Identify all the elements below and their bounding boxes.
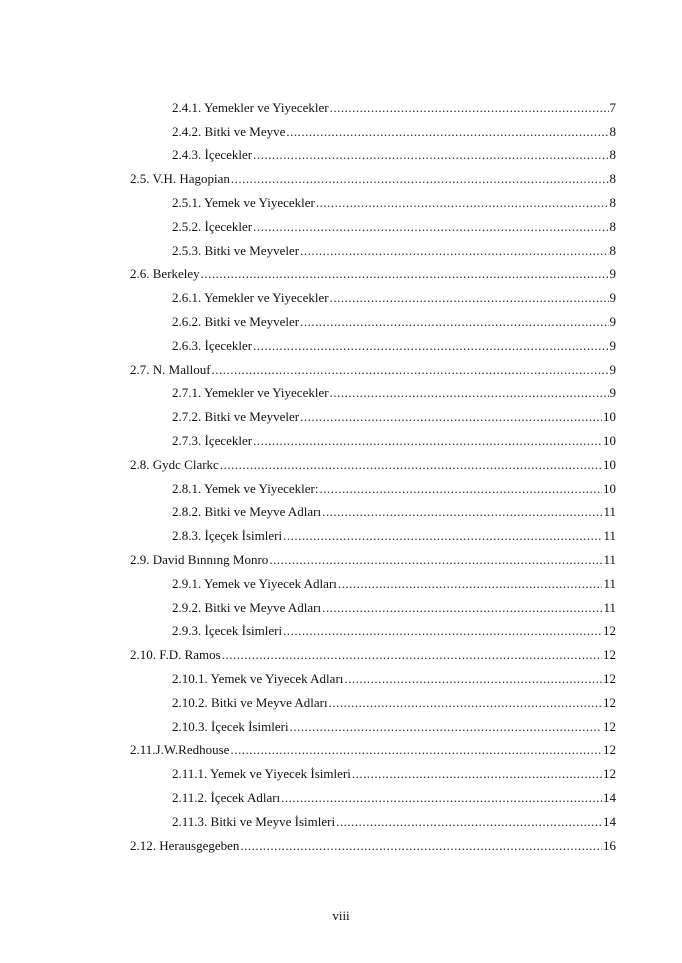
toc-leader-dots <box>230 742 602 757</box>
toc-subsection-entry <box>0 808 682 832</box>
toc-leader-dots <box>253 219 608 234</box>
toc-leader-dots <box>322 600 602 615</box>
toc-leader-dots <box>330 385 609 400</box>
toc-entry-title: 2.11.2. İçecek Adları <box>172 789 281 805</box>
toc-entry-title: 2.6.3. İçecekler <box>172 337 253 353</box>
toc-section-entry <box>0 737 682 761</box>
toc-leader-dots <box>269 552 602 567</box>
toc-section-entry <box>0 356 682 380</box>
toc-entry-page-number: 9 <box>609 313 616 329</box>
toc-leader-dots <box>300 314 608 329</box>
toc-entry-page-number: 8 <box>609 194 616 210</box>
toc-entry-page-number: 16 <box>603 837 616 853</box>
toc-leader-dots <box>319 481 602 496</box>
toc-entry-page-number: 10 <box>603 432 616 448</box>
toc-entry-title: 2.9. David Bınnıng Monro <box>130 551 269 567</box>
toc-subsection-entry <box>0 689 682 713</box>
page-number-footer: viii <box>332 908 350 923</box>
toc-leader-dots <box>253 147 608 162</box>
toc-entry-page-number: 14 <box>603 813 616 829</box>
toc-entry-page-number: 9 <box>609 337 616 353</box>
toc-entry-page-number: 8 <box>609 123 616 139</box>
toc-subsection-entry <box>0 237 682 261</box>
toc-entry-title: 2.4.2. Bitki ve Meyve <box>172 123 286 139</box>
toc-entry-page-number: 11 <box>603 504 616 520</box>
toc-entry-page-number: 11 <box>603 575 616 591</box>
toc-section-entry <box>0 451 682 475</box>
toc-entry-page-number: 12 <box>603 718 616 734</box>
toc-entry-title: 2.12. Herausgegeben <box>130 837 240 853</box>
toc-entry-page-number: 8 <box>609 218 616 234</box>
toc-entry-page-number: 9 <box>609 385 616 401</box>
toc-entry-title: 2.7.1. Yemekler ve Yiyecekler <box>172 385 329 401</box>
toc-subsection-entry <box>0 213 682 237</box>
toc-subsection-entry <box>0 499 682 523</box>
toc-subsection-entry <box>0 784 682 808</box>
toc-entry-title: 2.8. Gydc Clarkc <box>130 456 219 472</box>
toc-entry-title: 2.5. V.H. Hagopian <box>130 171 230 187</box>
toc-leader-dots <box>330 290 609 305</box>
toc-section-entry <box>0 165 682 189</box>
toc-leader-dots <box>344 671 602 686</box>
toc-entry-title: 2.10. F.D. Ramos <box>130 647 221 663</box>
toc-entry-title: 2.6.2. Bitki ve Meyveler <box>172 313 300 329</box>
toc-leader-dots <box>283 528 602 543</box>
toc-subsection-entry <box>0 713 682 737</box>
toc-subsection-entry <box>0 618 682 642</box>
toc-entry-page-number: 9 <box>609 361 616 377</box>
toc-entry-title: 2.10.3. İçecek İsimleri <box>172 718 289 734</box>
toc-leader-dots <box>201 266 609 281</box>
toc-entry-title: 2.4.1. Yemekler ve Yiyecekler <box>172 99 329 115</box>
toc-subsection-entry <box>0 594 682 618</box>
toc-leader-dots <box>283 623 602 638</box>
toc-leader-dots <box>290 719 602 734</box>
toc-entry-title: 2.5.1. Yemek ve Yiyecekler <box>172 194 315 210</box>
toc-entry-page-number: 10 <box>603 480 616 496</box>
toc-entry-title: 2.4.3. İçecekler <box>172 147 253 163</box>
toc-subsection-entry <box>0 142 682 166</box>
toc-entry-title: 2.6.1. Yemekler ve Yiyecekler <box>172 290 329 306</box>
toc-leader-dots <box>231 171 609 186</box>
toc-subsection-entry <box>0 475 682 499</box>
toc-entry-title: 2.5.2. İçecekler <box>172 218 253 234</box>
toc-entry-title: 2.7. N. Mallouf <box>130 361 211 377</box>
toc-leader-dots <box>281 790 602 805</box>
toc-section-entry <box>0 546 682 570</box>
toc-entry-title: 2.10.1. Yemek ve Yiyecek Adları <box>172 670 344 686</box>
toc-leader-dots <box>336 814 602 829</box>
toc-leader-dots <box>286 124 608 139</box>
toc-leader-dots <box>322 504 602 519</box>
toc-entry-title: 2.7.2. Bitki ve Meyveler <box>172 409 300 425</box>
toc-leader-dots <box>338 576 603 591</box>
toc-subsection-entry <box>0 94 682 118</box>
toc-subsection-entry <box>0 522 682 546</box>
toc-section-entry <box>0 641 682 665</box>
toc-entry-title: 2.5.3. Bitki ve Meyveler <box>172 242 300 258</box>
toc-entry-title: 2.9.1. Yemek ve Yiyecek Adları <box>172 575 337 591</box>
toc-subsection-entry <box>0 403 682 427</box>
toc-entry-title: 2.11.1. Yemek ve Yiyecek İsimleri <box>172 766 351 782</box>
toc-entry-page-number: 12 <box>603 623 616 639</box>
toc-entry-page-number: 8 <box>609 242 616 258</box>
toc-entry-title: 2.6. Berkeley <box>130 266 200 282</box>
toc-subsection-entry <box>0 760 682 784</box>
table-of-contents <box>0 94 682 856</box>
toc-entry-page-number: 12 <box>603 694 616 710</box>
toc-subsection-entry <box>0 332 682 356</box>
toc-leader-dots <box>300 409 602 424</box>
toc-leader-dots <box>352 766 602 781</box>
toc-leader-dots <box>329 695 602 710</box>
toc-entry-page-number: 12 <box>603 647 616 663</box>
toc-subsection-entry <box>0 118 682 142</box>
toc-entry-page-number: 10 <box>603 456 616 472</box>
toc-leader-dots <box>222 647 602 662</box>
toc-leader-dots <box>240 838 602 853</box>
toc-entry-title: 2.8.3. İçeçek İsimleri <box>172 528 283 544</box>
toc-entry-page-number: 9 <box>609 290 616 306</box>
toc-entry-page-number: 7 <box>609 99 616 115</box>
toc-entry-title: 2.11.J.W.Redhouse <box>130 742 230 758</box>
toc-leader-dots <box>253 338 608 353</box>
toc-entry-page-number: 8 <box>609 171 616 187</box>
toc-entry-page-number: 12 <box>603 742 616 758</box>
toc-entry-title: 2.9.3. İçecek İsimleri <box>172 623 283 639</box>
toc-subsection-entry <box>0 189 682 213</box>
toc-subsection-entry <box>0 308 682 332</box>
toc-leader-dots <box>212 362 609 377</box>
toc-leader-dots <box>253 433 602 448</box>
toc-entry-page-number: 14 <box>603 789 616 805</box>
toc-entry-page-number: 11 <box>603 599 616 615</box>
toc-subsection-entry <box>0 570 682 594</box>
toc-entry-page-number: 10 <box>603 409 616 425</box>
toc-entry-title: 2.8.2. Bitki ve Meyve Adları <box>172 504 322 520</box>
toc-leader-dots <box>330 100 609 115</box>
toc-entry-title: 2.8.1. Yemek ve Yiyecekler: <box>172 480 319 496</box>
toc-subsection-entry <box>0 427 682 451</box>
toc-entry-page-number: 11 <box>603 551 616 567</box>
toc-entry-title: 2.11.3. Bitki ve Meyve İsimleri <box>172 813 336 829</box>
toc-entry-page-number: 9 <box>609 266 616 282</box>
toc-entry-page-number: 12 <box>603 670 616 686</box>
toc-entry-page-number: 8 <box>609 147 616 163</box>
toc-subsection-entry <box>0 380 682 404</box>
toc-leader-dots <box>316 195 609 210</box>
toc-section-entry <box>0 832 682 856</box>
toc-leader-dots <box>300 243 608 258</box>
toc-subsection-entry <box>0 284 682 308</box>
toc-entry-page-number: 12 <box>603 766 616 782</box>
toc-entry-page-number: 11 <box>603 528 616 544</box>
toc-entry-title: 2.7.3. İçecekler <box>172 432 253 448</box>
toc-subsection-entry <box>0 665 682 689</box>
toc-entry-title: 2.9.2. Bitki ve Meyve Adları <box>172 599 322 615</box>
toc-section-entry <box>0 261 682 285</box>
toc-leader-dots <box>220 457 602 472</box>
toc-entry-title: 2.10.2. Bitki ve Meyve Adları <box>172 694 328 710</box>
